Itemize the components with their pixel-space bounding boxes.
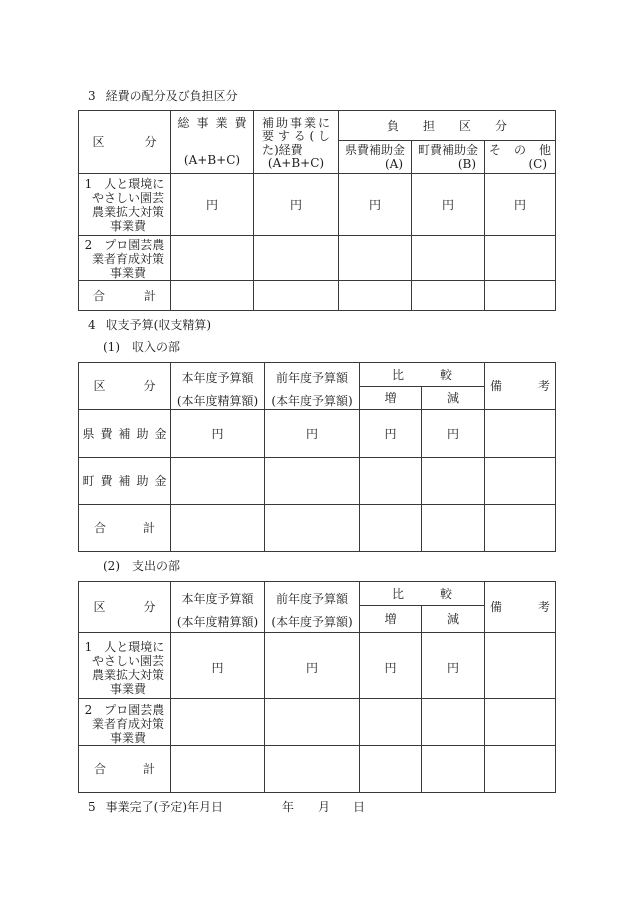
section-4-heading	[88, 318, 211, 332]
header-increase: 増	[360, 606, 422, 633]
section-number: 3	[88, 89, 96, 103]
table-cell	[422, 458, 485, 505]
header-category	[79, 111, 197, 174]
total-label-cell	[79, 281, 195, 311]
row-label	[79, 174, 171, 236]
header-category-label: 区分	[93, 600, 194, 614]
header-total-cost-formula: (A+B+C)	[183, 153, 241, 167]
table-cell	[422, 699, 485, 746]
header-other-code: (C)	[528, 157, 548, 171]
row-label-line: 事業費	[109, 730, 146, 745]
header-previous-budget-label: 前年度予算額	[275, 370, 348, 385]
row-label-line: 業者育成対策	[91, 716, 164, 731]
total-row	[79, 505, 556, 552]
header-current-budget-sub: (本年度精算額)	[176, 393, 259, 408]
section-title: 事業完了(予定)年月日	[105, 800, 224, 814]
table-cell	[485, 458, 556, 505]
table-cell: 円	[360, 410, 422, 458]
header-increase: 増	[360, 387, 422, 410]
table-cell	[171, 458, 265, 505]
completion-year-label: 年	[282, 800, 295, 814]
table-row	[79, 410, 556, 458]
cost-allocation-table	[78, 110, 565, 311]
header-previous-budget-sub: (本年度予算額)	[271, 614, 353, 629]
table-cell	[265, 458, 360, 505]
header-remarks-label: 備考	[490, 379, 587, 393]
row-label-line: 1 人と環境に	[84, 640, 165, 654]
total-label: 合計	[92, 288, 195, 303]
header-subsidized-cost-line: 要する(し	[262, 129, 330, 143]
header-town-subsidy-label: 町費補助金	[417, 143, 478, 157]
table-row	[79, 458, 556, 505]
row-label	[79, 699, 171, 746]
row-label-line: 事業費	[109, 266, 146, 280]
table-cell	[171, 699, 265, 746]
table-header-row	[79, 582, 556, 606]
table-header-row	[79, 111, 556, 141]
table-row	[79, 699, 556, 746]
header-other-label: その他	[489, 143, 565, 157]
table-cell: 円	[254, 174, 339, 236]
table-cell: 円	[265, 633, 360, 699]
row-label-line: やさしい園芸	[91, 654, 164, 668]
header-burden-division-label: 負担区分	[387, 118, 532, 133]
row-label-line: 1 人と環境に	[84, 176, 165, 191]
header-subsidized-cost-formula: (A+B+C)	[267, 156, 325, 170]
header-previous-budget	[265, 363, 360, 410]
header-previous-budget-label: 前年度予算額	[275, 591, 348, 606]
section-3-heading	[88, 89, 238, 103]
table-cell: 円	[171, 633, 265, 699]
row-label	[79, 633, 171, 699]
table-cell	[339, 236, 412, 281]
header-other	[485, 141, 565, 174]
row-label-line: 農業拡大対策	[91, 204, 164, 219]
row-label-line: 業者育成対策	[91, 252, 164, 266]
total-row	[79, 281, 556, 311]
header-decrease: 減	[422, 387, 485, 410]
table-cell	[254, 236, 339, 281]
income-subheading	[103, 340, 180, 354]
row-label-line: 事業費	[109, 218, 146, 233]
table-cell	[265, 505, 360, 552]
table-row	[79, 174, 556, 236]
table-cell	[412, 281, 485, 311]
row-label	[79, 236, 171, 281]
table-cell	[485, 410, 556, 458]
completion-day-label: 日	[353, 800, 366, 814]
row-label	[79, 410, 171, 458]
total-label: 合計	[93, 762, 192, 776]
header-current-budget-label: 本年度予算額	[181, 370, 254, 385]
header-remarks	[485, 582, 587, 633]
table-row	[79, 633, 556, 699]
header-town-subsidy-code: (B)	[457, 157, 476, 171]
table-cell: 円	[171, 174, 254, 236]
header-previous-budget	[265, 582, 360, 633]
row-label-line: 2 プロ園芸農	[84, 238, 165, 252]
table-cell	[485, 236, 556, 281]
table-cell: 円	[339, 174, 412, 236]
table-cell: 円	[412, 174, 485, 236]
table-cell: 円	[485, 174, 556, 236]
section-number: 5	[88, 800, 96, 814]
row-label-text: 県費補助金	[82, 426, 173, 441]
header-decrease: 減	[422, 606, 485, 633]
header-subsidized-cost	[254, 111, 339, 174]
section-title: 収支予算(収支精算)	[105, 318, 212, 332]
table-cell	[360, 746, 422, 793]
subsection-number: (2)	[103, 559, 120, 573]
header-remarks	[485, 363, 587, 410]
row-label-line: 農業拡大対策	[91, 668, 164, 682]
header-prefecture-subsidy-code: (A)	[384, 157, 403, 171]
expenditure-table	[78, 581, 587, 793]
table-cell	[339, 281, 412, 311]
row-label	[79, 458, 171, 505]
row-label-line: 事業費	[109, 682, 146, 696]
table-cell	[485, 505, 556, 552]
header-previous-budget-sub: (本年度予算額)	[271, 393, 353, 408]
header-burden-division	[339, 111, 556, 141]
row-label-line: 2 プロ園芸農	[84, 702, 165, 717]
header-category-label: 区分	[92, 135, 197, 149]
table-cell	[254, 281, 339, 311]
table-cell	[422, 746, 485, 793]
table-cell	[485, 699, 556, 746]
table-cell	[360, 699, 422, 746]
subsection-title: 収入の部	[132, 340, 181, 354]
table-cell	[265, 746, 360, 793]
header-remarks-label: 備考	[490, 600, 587, 614]
total-label-cell	[79, 746, 192, 793]
header-current-budget-sub: (本年度精算額)	[176, 614, 259, 629]
table-cell: 円	[171, 410, 265, 458]
header-comparison-label: 比較	[392, 586, 489, 601]
subsection-number: (1)	[103, 340, 120, 354]
table-cell	[360, 458, 422, 505]
table-header-row	[79, 363, 556, 387]
header-subsidized-cost-line: た)経費	[262, 142, 303, 157]
header-town-subsidy	[412, 141, 485, 174]
table-cell	[265, 699, 360, 746]
header-category	[79, 363, 194, 410]
table-cell: 円	[360, 633, 422, 699]
total-label-cell	[79, 505, 192, 552]
header-category-label: 区分	[93, 379, 194, 393]
header-comparison	[360, 363, 489, 387]
header-total-cost-label: 総事業費	[177, 116, 254, 130]
header-subsidized-cost-line: 補助事業に	[262, 115, 330, 130]
header-prefecture-subsidy-label: 県費補助金	[344, 143, 405, 157]
table-cell	[412, 236, 485, 281]
completion-month-label: 月	[318, 800, 331, 814]
header-category	[79, 582, 194, 633]
expenditure-subheading	[103, 559, 180, 573]
table-cell	[171, 236, 254, 281]
table-cell	[422, 505, 485, 552]
subsection-title: 支出の部	[132, 559, 181, 573]
row-label-text: 町費補助金	[82, 474, 173, 488]
header-comparison	[360, 582, 489, 606]
row-label-line: やさしい園芸	[91, 190, 164, 205]
total-label: 合計	[93, 521, 192, 535]
header-current-budget-label: 本年度予算額	[181, 591, 254, 606]
section-number: 4	[88, 318, 96, 332]
table-cell: 円	[422, 410, 485, 458]
table-cell	[360, 505, 422, 552]
table-row	[79, 236, 556, 281]
table-cell: 円	[422, 633, 485, 699]
income-table	[78, 362, 587, 552]
total-row	[79, 746, 556, 793]
table-cell	[485, 281, 556, 311]
table-cell	[485, 633, 556, 699]
table-cell	[485, 746, 556, 793]
section-title: 経費の配分及び負担区分	[105, 89, 238, 103]
table-cell: 円	[265, 410, 360, 458]
section-5-heading	[88, 800, 223, 814]
header-prefecture-subsidy	[339, 141, 412, 174]
header-comparison-label: 比較	[392, 367, 489, 382]
